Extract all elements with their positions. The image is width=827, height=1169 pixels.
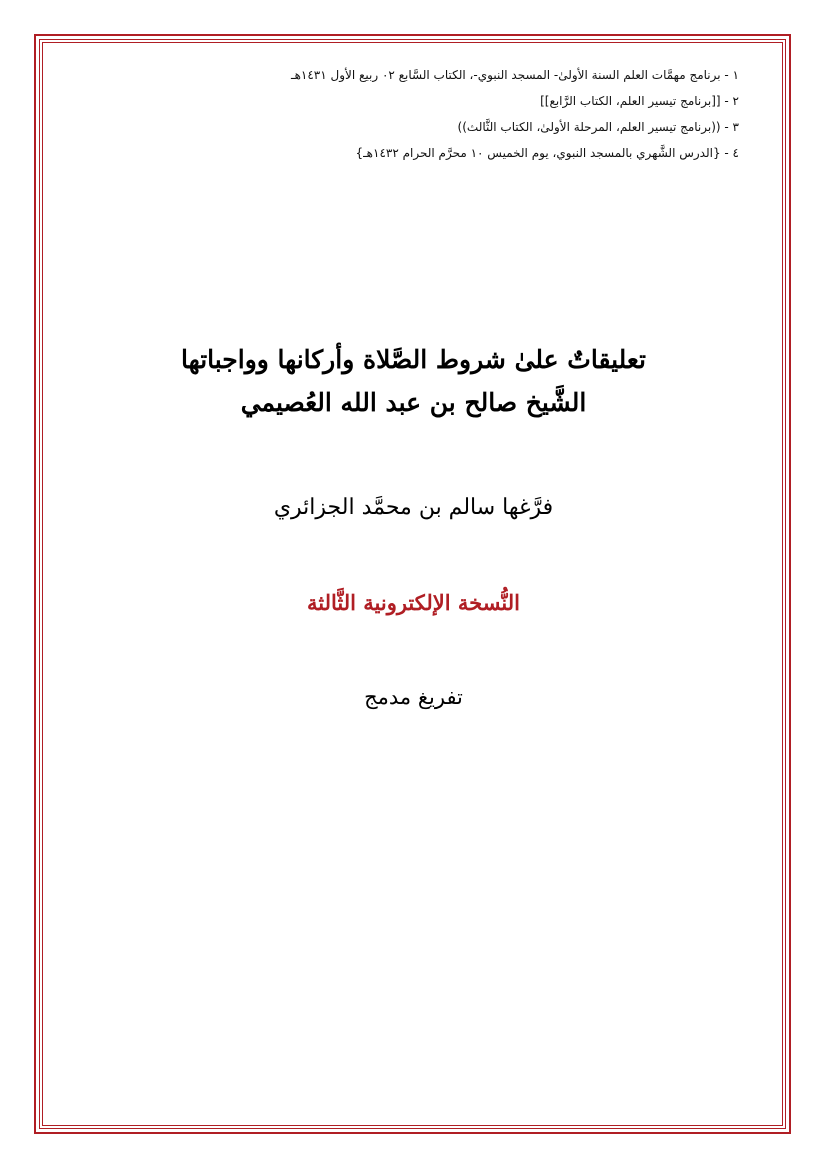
transcription-type: تفريغ مدمج: [364, 685, 463, 709]
reference-line: ٤ - {الدرس الشَّهري بالمسجد النبوي، يوم الخميس ١٠ محرَّم الحرام ١٤٣٢هـ}: [355, 146, 739, 160]
reference-line: ٣ - ((برنامج تيسير العلم، المرحلة الأولىٰ، الكتاب الثَّالث)): [457, 120, 739, 134]
lesson-references: [179, 62, 739, 166]
transcriber-line: فرَّغها سالم بن محمَّد الجزائري: [273, 495, 554, 520]
author-name: الشَّيخ صالح بن عبد الله العُصيمي: [240, 388, 587, 417]
reference-line: ١ - برنامج مهمَّات العلم السنة الأولىٰ- المسجد النبوي-، الكتاب السَّابع ٠٢ ربيع الأول ١٤٣١هـ: [291, 68, 739, 82]
document-title: تعليقاتٌ علىٰ شروط الصَّلاة وأركانها وواجباتها: [181, 345, 646, 374]
edition-label: النُّسخة الإلكترونية الثَّالثة: [306, 590, 520, 615]
reference-line: ٢ - [[برنامج تيسير العلم، الكتاب الرَّابع]]: [540, 94, 739, 108]
